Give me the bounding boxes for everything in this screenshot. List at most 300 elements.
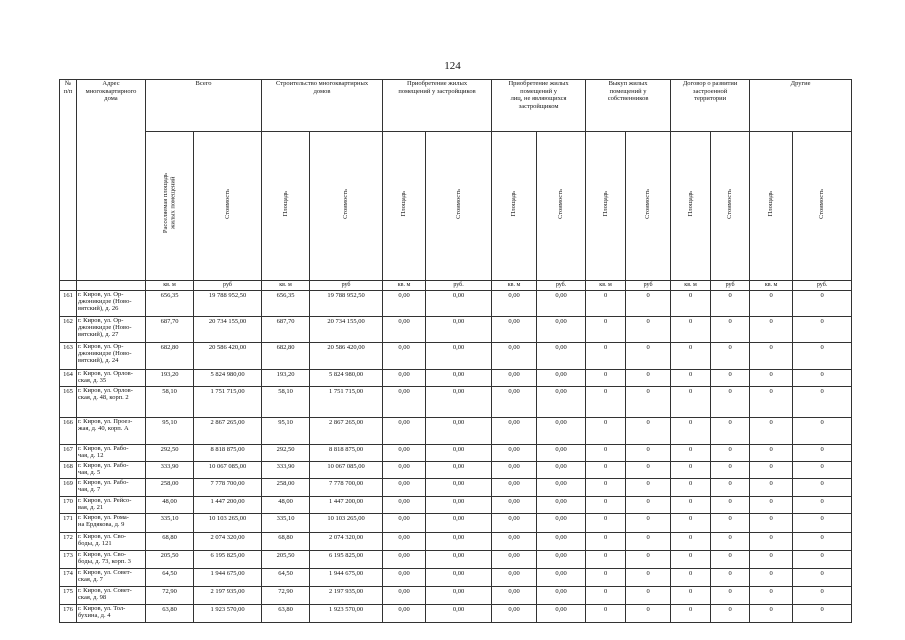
row-value: 0 [671, 387, 711, 418]
subheader-label: Стоимость [223, 188, 231, 219]
row-value: 0,00 [426, 317, 492, 343]
row-value: 0,00 [537, 605, 586, 623]
row-address: г. Киров, ул. Рейсо- вая, д. 21 [77, 497, 146, 514]
row-value: 0 [586, 514, 626, 533]
row-value: 20 734 155,00 [310, 317, 383, 343]
unit-label: руб. [793, 281, 852, 291]
row-value: 0 [750, 445, 793, 462]
row-value: 8 818 875,00 [310, 445, 383, 462]
row-value: 0,00 [426, 569, 492, 587]
row-value: 0 [793, 587, 852, 605]
row-number: 163 [60, 343, 77, 370]
row-value: 2 197 935,00 [194, 587, 262, 605]
row-value: 687,70 [262, 317, 310, 343]
row-value: 20 734 155,00 [194, 317, 262, 343]
row-value: 5 824 980,00 [310, 370, 383, 387]
row-value: 0 [586, 497, 626, 514]
row-value: 0 [586, 317, 626, 343]
row-value: 64,50 [262, 569, 310, 587]
table-row [60, 343, 852, 370]
row-value: 0,00 [537, 497, 586, 514]
row-value: 2 074 320,00 [194, 533, 262, 551]
row-value: 8 818 875,00 [194, 445, 262, 462]
row-value: 205,50 [146, 551, 194, 569]
row-value: 0,00 [426, 370, 492, 387]
row-value: 0,00 [492, 418, 537, 445]
row-value: 0,00 [492, 479, 537, 497]
row-value: 72,90 [262, 587, 310, 605]
row-value: 0 [711, 533, 750, 551]
subheader-4 [383, 132, 426, 281]
row-number: 172 [60, 533, 77, 551]
row-value: 0 [750, 514, 793, 533]
row-value: 0 [711, 445, 750, 462]
subheader-label: Площадь [510, 190, 518, 217]
row-number: 176 [60, 605, 77, 623]
row-value: 0,00 [492, 291, 537, 317]
row-address: г. Киров, ул. Сво- боды, д. 73, корп. 3 [77, 551, 146, 569]
subheader-label: Площадь [400, 190, 408, 217]
row-value: 1 751 715,00 [194, 387, 262, 418]
row-address: г. Киров, ул. Совет- ская, д. 7 [77, 569, 146, 587]
row-value: 72,90 [146, 587, 194, 605]
row-value: 2 867 265,00 [310, 418, 383, 445]
row-value: 0,00 [383, 418, 426, 445]
row-address: г. Киров, ул. Ор- джоникидзе (Ново- вятский), д. 27 [77, 317, 146, 343]
subheader-label: Площадь [767, 190, 775, 217]
unit-label: руб. [426, 281, 492, 291]
row-value: 0 [793, 343, 852, 370]
row-value: 0 [750, 462, 793, 479]
unit-label: кв. м [383, 281, 426, 291]
row-value: 0,00 [383, 479, 426, 497]
subheader-label: Стоимость [726, 188, 734, 219]
units-cell-empty [77, 281, 146, 291]
row-value: 0 [586, 445, 626, 462]
header-group-other: Другие [750, 80, 852, 132]
header-group-construction: Строительство многоквартирных домов [262, 80, 383, 132]
row-value: 0 [671, 445, 711, 462]
row-value: 1 923 570,00 [194, 605, 262, 623]
row-value: 0 [793, 317, 852, 343]
row-value: 0 [626, 533, 671, 551]
row-address: г. Киров, ул. Ор- джоникидзе (Ново- вятский), д. 24 [77, 343, 146, 370]
row-value: 0 [793, 387, 852, 418]
subheader-label: Расселяемая площадь жилых помещений [162, 173, 177, 234]
row-value: 0,00 [426, 445, 492, 462]
row-value: 1 944 675,00 [194, 569, 262, 587]
header-group-buyout: Выкуп жилых помещений у собственников [586, 80, 671, 132]
row-value: 10 103 265,00 [194, 514, 262, 533]
row-value: 0 [750, 551, 793, 569]
row-value: 0 [671, 514, 711, 533]
row-value: 0,00 [537, 551, 586, 569]
subheader-label: Стоимость [557, 188, 565, 219]
row-value: 0,00 [492, 387, 537, 418]
row-value: 63,80 [262, 605, 310, 623]
row-number: 174 [60, 569, 77, 587]
row-value: 0,00 [426, 605, 492, 623]
row-value: 0,00 [426, 479, 492, 497]
resettlement-table [59, 79, 852, 623]
row-value: 0,00 [426, 587, 492, 605]
table-row [60, 445, 852, 462]
row-value: 0,00 [537, 291, 586, 317]
row-address: г. Киров, ул. Рабо- чая, д. 12 [77, 445, 146, 462]
row-value: 0 [750, 587, 793, 605]
row-value: 0,00 [383, 462, 426, 479]
row-value: 2 074 320,00 [310, 533, 383, 551]
row-value: 0 [586, 462, 626, 479]
table-row [60, 317, 852, 343]
row-value: 7 778 700,00 [194, 479, 262, 497]
row-number: 173 [60, 551, 77, 569]
row-value: 0,00 [492, 569, 537, 587]
subheader-9 [626, 132, 671, 281]
row-value: 193,20 [146, 370, 194, 387]
row-address: г. Киров, ул. Проез- жая, д. 40, корп. А [77, 418, 146, 445]
row-value: 0,00 [537, 569, 586, 587]
row-value: 0 [793, 418, 852, 445]
row-value: 0,00 [492, 514, 537, 533]
row-value: 193,20 [262, 370, 310, 387]
row-number: 164 [60, 370, 77, 387]
row-value: 0 [586, 587, 626, 605]
row-value: 0 [750, 370, 793, 387]
row-value: 68,80 [146, 533, 194, 551]
row-address: г. Киров, ул. Ор- джоникидзе (Ново- вятский), д. 26 [77, 291, 146, 317]
subheader-5 [426, 132, 492, 281]
row-value: 0 [671, 370, 711, 387]
row-value: 0 [793, 497, 852, 514]
row-value: 0 [711, 605, 750, 623]
row-value: 0 [671, 462, 711, 479]
row-value: 0,00 [383, 514, 426, 533]
row-value: 0 [711, 497, 750, 514]
row-address: г. Киров, ул. Орлов- ская, д. 48, корп. 2 [77, 387, 146, 418]
row-value: 0 [586, 370, 626, 387]
subheader-2 [262, 132, 310, 281]
row-value: 0,00 [383, 605, 426, 623]
row-value: 0 [626, 370, 671, 387]
row-value: 0 [671, 569, 711, 587]
row-value: 335,10 [146, 514, 194, 533]
row-number: 168 [60, 462, 77, 479]
row-value: 0 [626, 479, 671, 497]
row-value: 0 [793, 551, 852, 569]
row-value: 0 [671, 533, 711, 551]
row-value: 0,00 [537, 418, 586, 445]
row-value: 0,00 [537, 587, 586, 605]
row-value: 0,00 [426, 291, 492, 317]
row-number: 162 [60, 317, 77, 343]
row-value: 0 [671, 343, 711, 370]
row-value: 0,00 [537, 533, 586, 551]
row-value: 48,00 [146, 497, 194, 514]
row-value: 0 [711, 551, 750, 569]
row-value: 0,00 [492, 551, 537, 569]
row-value: 0 [711, 514, 750, 533]
row-value: 0,00 [492, 533, 537, 551]
row-value: 19 788 952,50 [194, 291, 262, 317]
header-group-purchase-non-developer: Приобретение жилых помещений у лиц, не являющихся застройщиком [492, 80, 586, 132]
header-group-territory: Договор о развитии застроенной территории [671, 80, 750, 132]
units-cell-empty [60, 281, 77, 291]
row-value: 0 [750, 418, 793, 445]
page-number: 124 [444, 60, 461, 72]
row-value: 0 [750, 387, 793, 418]
row-value: 0 [671, 605, 711, 623]
row-value: 7 778 700,00 [310, 479, 383, 497]
unit-label: руб [626, 281, 671, 291]
row-value: 0 [586, 479, 626, 497]
row-value: 0 [626, 387, 671, 418]
row-value: 0,00 [537, 462, 586, 479]
subheader-6 [492, 132, 537, 281]
subheader-10 [671, 132, 711, 281]
row-number: 167 [60, 445, 77, 462]
table-row [60, 291, 852, 317]
row-value: 20 586 420,00 [310, 343, 383, 370]
table-row [60, 370, 852, 387]
table-row [60, 462, 852, 479]
row-value: 682,80 [146, 343, 194, 370]
row-address: г. Киров, ул. Совет- ская, д. 98 [77, 587, 146, 605]
row-value: 0 [793, 291, 852, 317]
row-value: 0 [586, 343, 626, 370]
row-value: 0 [586, 605, 626, 623]
unit-label: руб [711, 281, 750, 291]
row-value: 0 [711, 569, 750, 587]
row-value: 6 195 825,00 [310, 551, 383, 569]
row-value: 0 [750, 497, 793, 514]
row-value: 258,00 [146, 479, 194, 497]
row-value: 0 [671, 497, 711, 514]
row-value: 687,70 [146, 317, 194, 343]
row-value: 0,00 [426, 387, 492, 418]
row-value: 0 [793, 514, 852, 533]
table-row [60, 418, 852, 445]
unit-label: кв. м [492, 281, 537, 291]
subheader-7 [537, 132, 586, 281]
row-value: 1 923 570,00 [310, 605, 383, 623]
header-number: № п/п [60, 80, 77, 281]
row-value: 0,00 [492, 587, 537, 605]
row-value: 0 [586, 387, 626, 418]
row-value: 0,00 [492, 370, 537, 387]
row-value: 292,50 [262, 445, 310, 462]
table-row [60, 551, 852, 569]
table-row [60, 587, 852, 605]
subheader-label: Стоимость [342, 188, 350, 219]
row-value: 2 867 265,00 [194, 418, 262, 445]
row-value: 0,00 [426, 418, 492, 445]
row-value: 0 [793, 533, 852, 551]
row-value: 0 [626, 418, 671, 445]
table-row [60, 569, 852, 587]
row-value: 0,00 [426, 514, 492, 533]
row-value: 0,00 [492, 497, 537, 514]
subheader-0 [146, 132, 194, 281]
unit-label: кв. м [146, 281, 194, 291]
row-value: 0 [711, 370, 750, 387]
row-value: 0,00 [383, 587, 426, 605]
row-value: 0 [711, 291, 750, 317]
row-number: 161 [60, 291, 77, 317]
row-value: 0 [750, 343, 793, 370]
row-value: 0 [671, 418, 711, 445]
subheader-label: Стоимость [454, 188, 462, 219]
row-number: 171 [60, 514, 77, 533]
row-value: 1 751 715,00 [310, 387, 383, 418]
row-value: 0 [793, 605, 852, 623]
row-value: 0,00 [383, 551, 426, 569]
row-value: 0 [793, 569, 852, 587]
subheader-3 [310, 132, 383, 281]
row-value: 1 944 675,00 [310, 569, 383, 587]
row-value: 5 824 980,00 [194, 370, 262, 387]
row-number: 170 [60, 497, 77, 514]
unit-label: кв. м [262, 281, 310, 291]
row-value: 0,00 [426, 533, 492, 551]
subheader-label: Площадь [601, 190, 609, 217]
row-value: 0,00 [537, 479, 586, 497]
row-value: 0,00 [537, 343, 586, 370]
row-value: 1 447 200,00 [310, 497, 383, 514]
subheader-1 [194, 132, 262, 281]
row-value: 20 586 420,00 [194, 343, 262, 370]
row-value: 0 [793, 479, 852, 497]
unit-label: руб [194, 281, 262, 291]
row-value: 0,00 [492, 343, 537, 370]
row-value: 0,00 [492, 462, 537, 479]
row-value: 0,00 [426, 462, 492, 479]
row-value: 0 [750, 569, 793, 587]
row-value: 0,00 [383, 387, 426, 418]
row-value: 0,00 [492, 445, 537, 462]
row-address: г. Киров, ул. Сво- боды, д. 121 [77, 533, 146, 551]
row-value: 0,00 [383, 533, 426, 551]
row-value: 333,90 [262, 462, 310, 479]
row-value: 0 [626, 343, 671, 370]
row-value: 0 [626, 317, 671, 343]
row-value: 0 [586, 418, 626, 445]
table-row [60, 514, 852, 533]
subheader-label: Стоимость [644, 188, 652, 219]
row-value: 48,00 [262, 497, 310, 514]
unit-label: кв. м [750, 281, 793, 291]
row-value: 0 [586, 569, 626, 587]
row-address: г. Киров, ул. Тол- бухина, д. 4 [77, 605, 146, 623]
row-value: 0 [626, 587, 671, 605]
row-address: г. Киров, ул. Орлов- ская, д. 35 [77, 370, 146, 387]
subheader-8 [586, 132, 626, 281]
row-value: 0 [711, 587, 750, 605]
row-value: 95,10 [262, 418, 310, 445]
row-number: 175 [60, 587, 77, 605]
row-value: 0 [711, 387, 750, 418]
row-value: 0 [626, 569, 671, 587]
row-value: 0,00 [537, 387, 586, 418]
row-value: 0 [671, 587, 711, 605]
row-value: 0 [711, 462, 750, 479]
row-value: 10 067 085,00 [194, 462, 262, 479]
row-number: 169 [60, 479, 77, 497]
row-address: г. Киров, ул. Рома- на Ердякова, д. 9 [77, 514, 146, 533]
row-value: 0,00 [426, 497, 492, 514]
row-value: 656,35 [262, 291, 310, 317]
row-value: 19 788 952,50 [310, 291, 383, 317]
row-number: 165 [60, 387, 77, 418]
row-value: 0 [750, 533, 793, 551]
row-value: 0,00 [383, 569, 426, 587]
table-row [60, 497, 852, 514]
row-value: 0 [711, 479, 750, 497]
row-value: 0 [711, 317, 750, 343]
row-value: 64,50 [146, 569, 194, 587]
subheader-13 [793, 132, 852, 281]
header-address: Адрес многоквартирного дома [77, 80, 146, 281]
row-value: 0 [671, 479, 711, 497]
row-value: 0 [586, 533, 626, 551]
subheader-12 [750, 132, 793, 281]
row-value: 205,50 [262, 551, 310, 569]
row-value: 58,10 [262, 387, 310, 418]
unit-label: кв. м [671, 281, 711, 291]
row-value: 0 [586, 551, 626, 569]
subheader-11 [711, 132, 750, 281]
unit-label: руб. [537, 281, 586, 291]
row-value: 0 [626, 605, 671, 623]
row-value: 0,00 [537, 445, 586, 462]
row-value: 0,00 [492, 605, 537, 623]
row-value: 10 103 265,00 [310, 514, 383, 533]
row-value: 0,00 [537, 514, 586, 533]
row-value: 0,00 [426, 343, 492, 370]
row-value: 0,00 [492, 317, 537, 343]
row-value: 0 [793, 370, 852, 387]
row-number: 166 [60, 418, 77, 445]
row-value: 0 [711, 343, 750, 370]
row-value: 0,00 [383, 291, 426, 317]
row-value: 10 067 085,00 [310, 462, 383, 479]
row-value: 0 [586, 291, 626, 317]
row-value: 0,00 [383, 343, 426, 370]
row-value: 656,35 [146, 291, 194, 317]
row-value: 0 [711, 418, 750, 445]
table-row [60, 533, 852, 551]
row-value: 68,80 [262, 533, 310, 551]
row-value: 0 [626, 462, 671, 479]
row-value: 58,10 [146, 387, 194, 418]
row-value: 2 197 935,00 [310, 587, 383, 605]
row-value: 63,80 [146, 605, 194, 623]
unit-label: руб [310, 281, 383, 291]
row-value: 0,00 [383, 317, 426, 343]
row-address: г. Киров, ул. Рабо- чая, д. 7 [77, 479, 146, 497]
row-value: 0,00 [383, 370, 426, 387]
table-row [60, 387, 852, 418]
table-row [60, 605, 852, 623]
row-value: 0 [626, 291, 671, 317]
row-value: 0,00 [537, 370, 586, 387]
row-value: 0 [671, 551, 711, 569]
row-value: 95,10 [146, 418, 194, 445]
row-value: 0,00 [426, 551, 492, 569]
row-value: 0 [626, 551, 671, 569]
row-value: 0 [750, 479, 793, 497]
row-value: 0 [626, 445, 671, 462]
